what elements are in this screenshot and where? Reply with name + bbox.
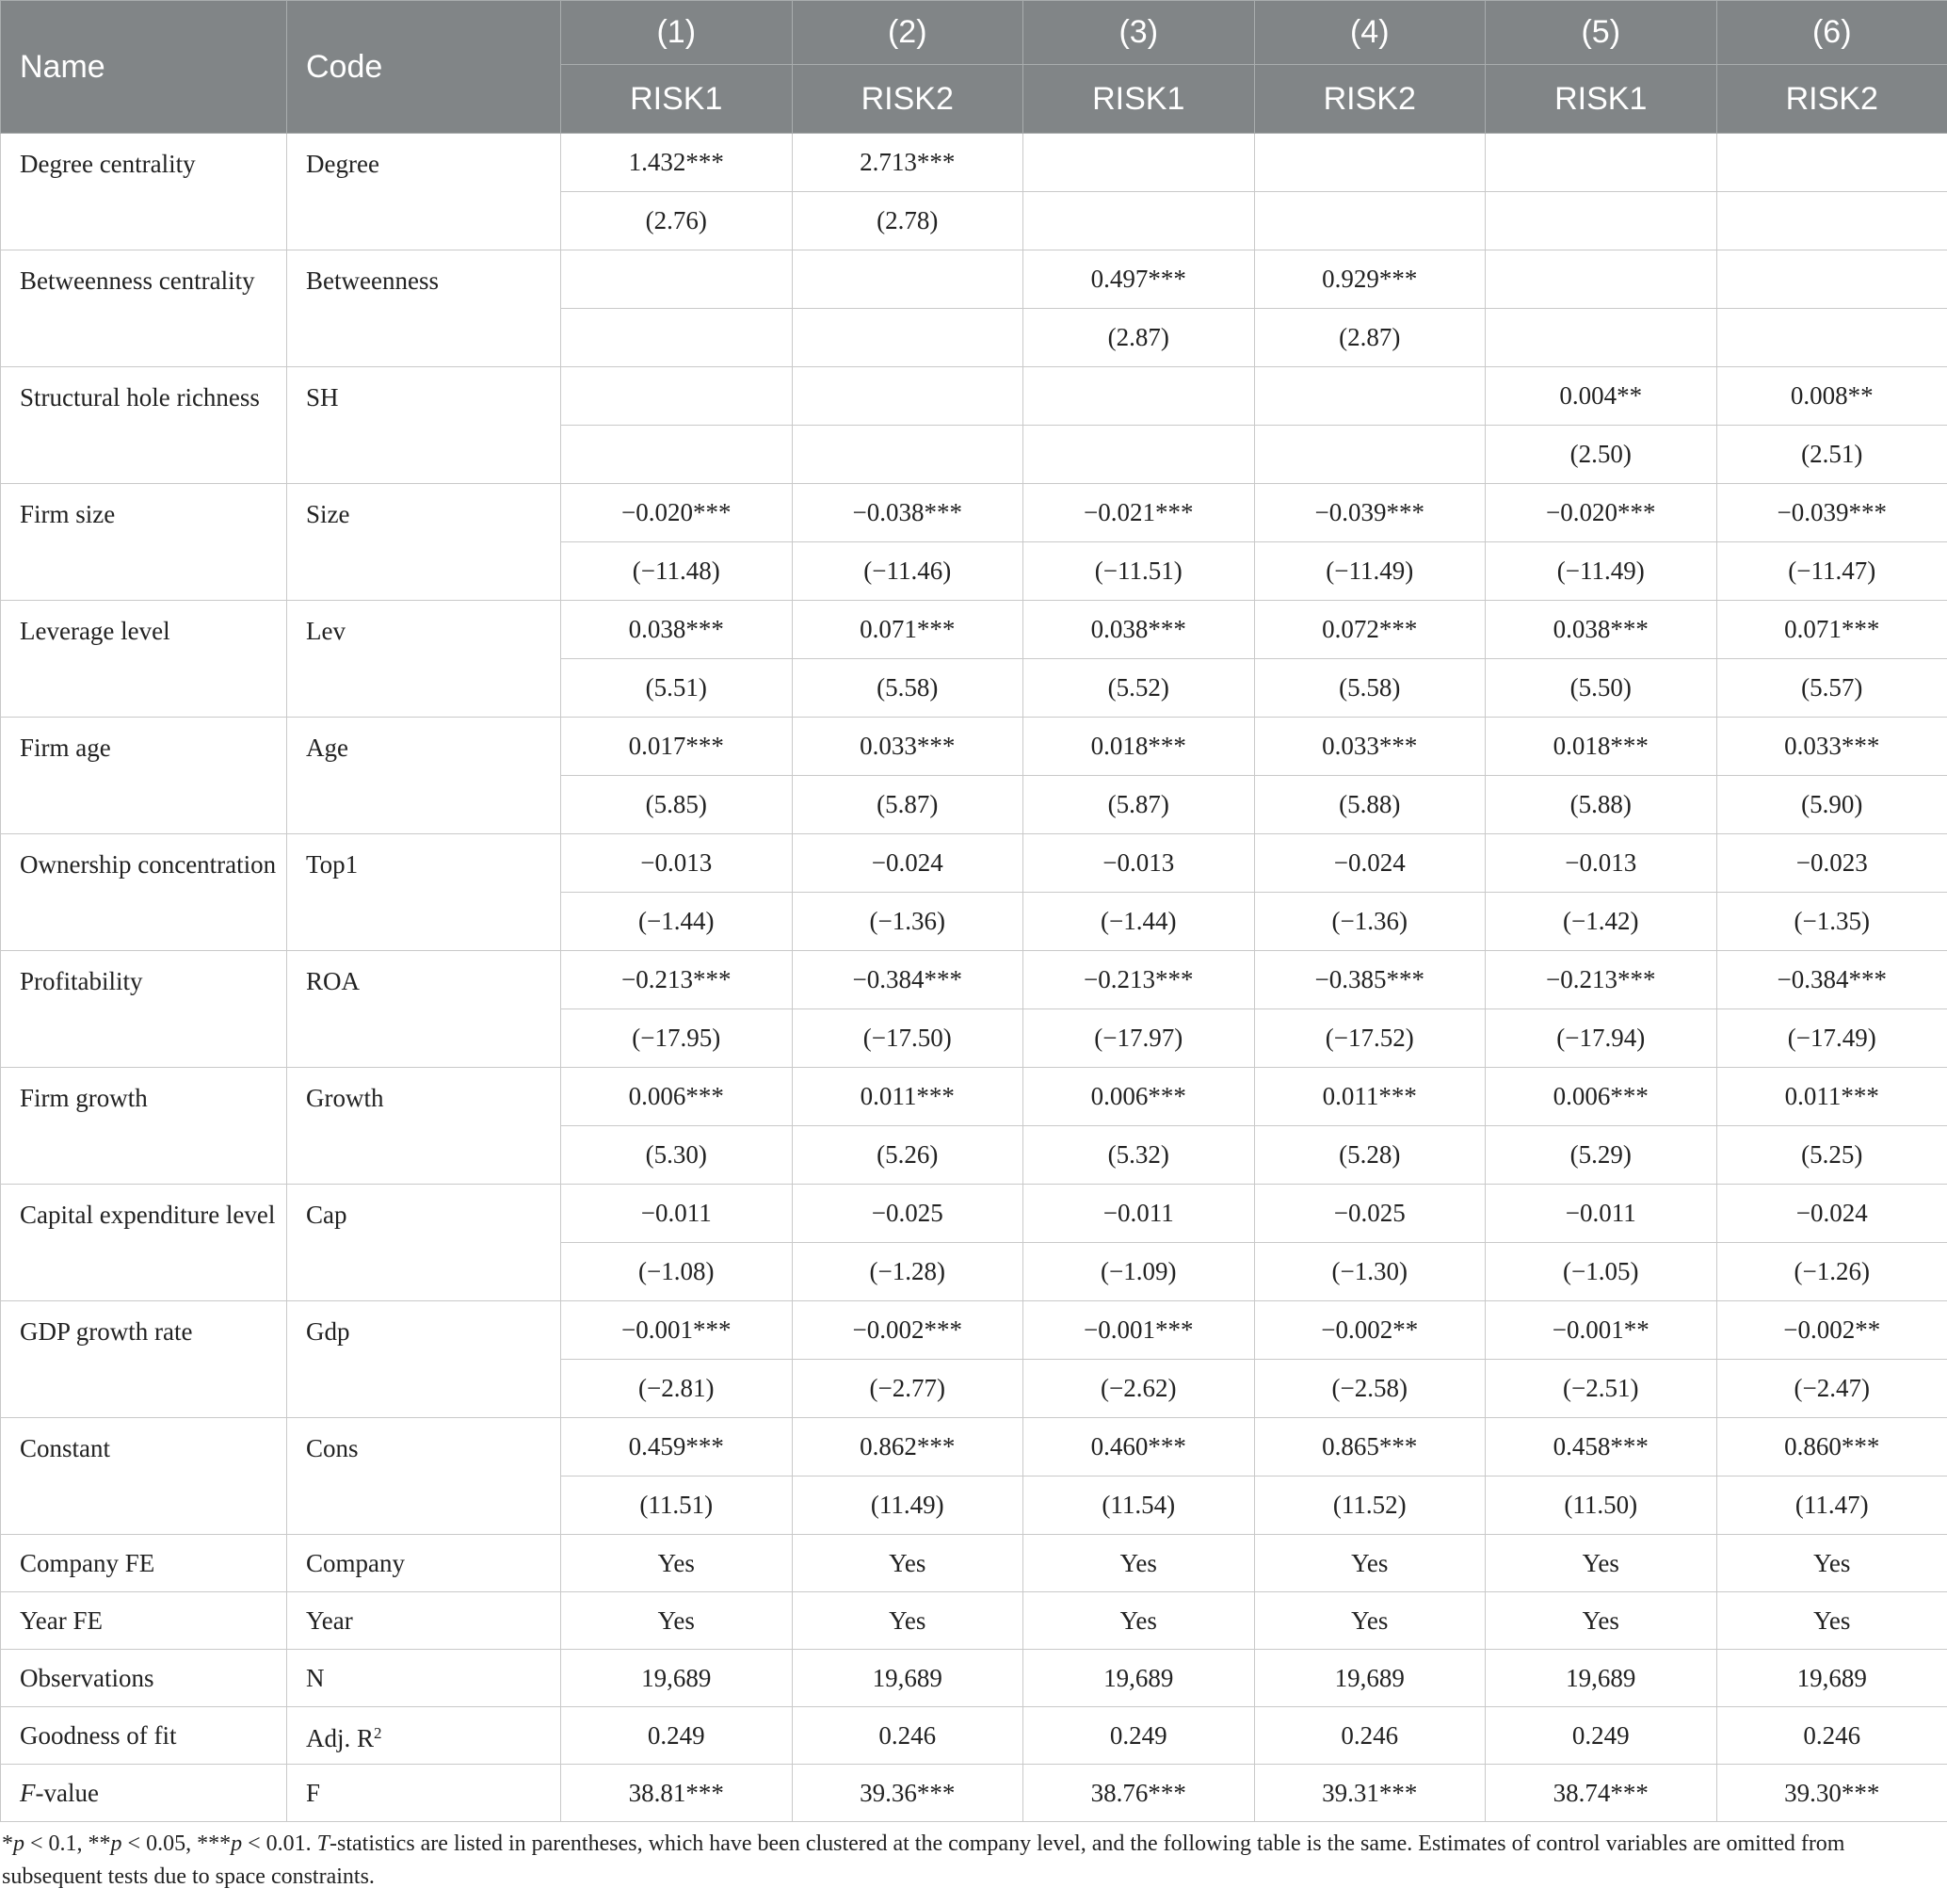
row-code-cell bbox=[287, 134, 561, 250]
header-code: Code bbox=[287, 1, 561, 134]
coefficient-cell: −0.020*** bbox=[1486, 484, 1717, 542]
coefficient-cell: 0.072*** bbox=[1254, 601, 1486, 659]
variable-name-italic: F bbox=[20, 1779, 36, 1807]
row-name-cell bbox=[1, 601, 287, 718]
coefficient-cell bbox=[561, 250, 793, 309]
variable-code: Size bbox=[306, 500, 350, 528]
summary-value-cell: 0.249 bbox=[1023, 1707, 1255, 1765]
coefficient-cell: −0.013 bbox=[1023, 834, 1255, 893]
coefficient-cell: −0.024 bbox=[792, 834, 1023, 893]
variable-name: GDP growth rate bbox=[20, 1317, 193, 1346]
t-statistic-cell: (−11.46) bbox=[792, 542, 1023, 601]
summary-value-cell: 19,689 bbox=[1716, 1650, 1947, 1707]
footnote-t3: < 0.01. bbox=[242, 1831, 317, 1856]
t-statistic-cell: (−11.47) bbox=[1716, 542, 1947, 601]
t-statistic-cell: (−11.49) bbox=[1486, 542, 1717, 601]
t-statistic-cell: (11.52) bbox=[1254, 1476, 1486, 1535]
row-code-cell bbox=[287, 1068, 561, 1185]
table-row bbox=[1, 250, 1947, 309]
t-statistic-cell: (2.51) bbox=[1716, 426, 1947, 484]
t-statistic-cell bbox=[1254, 426, 1486, 484]
table-row bbox=[1, 601, 1947, 659]
coefficient-cell: −0.213*** bbox=[1486, 951, 1717, 1009]
coefficient-cell bbox=[1023, 367, 1255, 426]
coefficient-cell: 0.860*** bbox=[1716, 1418, 1947, 1476]
row-name-cell bbox=[1, 1068, 287, 1185]
coefficient-cell bbox=[1486, 250, 1717, 309]
table-row bbox=[1, 1068, 1947, 1126]
row-code-cell bbox=[287, 834, 561, 951]
summary-value-cell: 39.30*** bbox=[1716, 1765, 1947, 1822]
coefficient-cell: 0.033*** bbox=[1254, 718, 1486, 776]
header-model: (1) bbox=[561, 1, 793, 65]
coefficient-cell: 0.006*** bbox=[1023, 1068, 1255, 1126]
t-statistic-cell bbox=[792, 426, 1023, 484]
footnote-t-ital: T bbox=[316, 1831, 330, 1856]
t-statistic-cell bbox=[792, 309, 1023, 367]
row-name-cell bbox=[1, 834, 287, 951]
summary-value-cell: 0.246 bbox=[1254, 1707, 1486, 1765]
row-code-cell bbox=[287, 367, 561, 484]
summary-value-cell: 19,689 bbox=[792, 1650, 1023, 1707]
variable-name: Year FE bbox=[20, 1606, 104, 1635]
variable-code: Betweenness bbox=[306, 266, 439, 295]
coefficient-cell: 0.008** bbox=[1716, 367, 1947, 426]
coefficient-cell bbox=[561, 367, 793, 426]
row-code-cell bbox=[287, 1535, 561, 1592]
t-statistic-cell: (5.87) bbox=[1023, 776, 1255, 834]
variable-name: Ownership concentration bbox=[20, 850, 277, 879]
coefficient-cell: −0.025 bbox=[792, 1185, 1023, 1243]
header-model: (5) bbox=[1486, 1, 1717, 65]
t-statistic-cell: (−17.52) bbox=[1254, 1009, 1486, 1068]
t-statistic-cell: (11.47) bbox=[1716, 1476, 1947, 1535]
t-statistic-cell: (5.58) bbox=[792, 659, 1023, 718]
variable-name: Betweenness centrality bbox=[20, 266, 255, 295]
summary-value-cell: Yes bbox=[792, 1535, 1023, 1592]
coefficient-cell: 0.862*** bbox=[792, 1418, 1023, 1476]
t-statistic-cell: (−1.44) bbox=[561, 893, 793, 951]
summary-value-cell: 19,689 bbox=[561, 1650, 793, 1707]
t-statistic-cell: (−1.36) bbox=[792, 893, 1023, 951]
t-statistic-cell: (2.50) bbox=[1486, 426, 1717, 484]
coefficient-cell: 0.011*** bbox=[792, 1068, 1023, 1126]
t-statistic-cell: (11.49) bbox=[792, 1476, 1023, 1535]
t-statistic-cell: (−11.49) bbox=[1254, 542, 1486, 601]
row-code-cell bbox=[287, 1765, 561, 1822]
variable-code: N bbox=[306, 1664, 325, 1692]
variable-name: Capital expenditure level bbox=[20, 1201, 276, 1229]
t-statistic-cell bbox=[1716, 192, 1947, 250]
t-statistic-cell: (5.88) bbox=[1486, 776, 1717, 834]
row-name-cell bbox=[1, 367, 287, 484]
coefficient-cell: 0.011*** bbox=[1254, 1068, 1486, 1126]
t-statistic-cell bbox=[1023, 426, 1255, 484]
summary-value-cell: 39.36*** bbox=[792, 1765, 1023, 1822]
t-statistic-cell: (5.87) bbox=[792, 776, 1023, 834]
row-code-cell bbox=[287, 1418, 561, 1535]
row-code-cell bbox=[287, 1185, 561, 1301]
footnote-sig1: * bbox=[2, 1831, 13, 1856]
row-name-cell bbox=[1, 250, 287, 367]
row-name-cell bbox=[1, 1765, 287, 1822]
coefficient-cell: 1.432*** bbox=[561, 134, 793, 192]
header-depvar: RISK1 bbox=[561, 65, 793, 134]
t-statistic-cell: (−17.94) bbox=[1486, 1009, 1717, 1068]
coefficient-cell: −0.213*** bbox=[561, 951, 793, 1009]
row-name-cell bbox=[1, 1301, 287, 1418]
variable-name: Degree centrality bbox=[20, 150, 196, 178]
coefficient-cell: 0.929*** bbox=[1254, 250, 1486, 309]
t-statistic-cell: (2.78) bbox=[792, 192, 1023, 250]
variable-name: Firm size bbox=[20, 500, 116, 528]
summary-value-cell: 0.249 bbox=[1486, 1707, 1717, 1765]
t-statistic-cell: (5.52) bbox=[1023, 659, 1255, 718]
coefficient-cell: −0.021*** bbox=[1023, 484, 1255, 542]
t-statistic-cell: (2.87) bbox=[1023, 309, 1255, 367]
row-name-cell bbox=[1, 134, 287, 250]
t-statistic-cell: (−1.36) bbox=[1254, 893, 1486, 951]
t-statistic-cell bbox=[1486, 192, 1717, 250]
header-model: (4) bbox=[1254, 1, 1486, 65]
summary-value-cell: 19,689 bbox=[1486, 1650, 1717, 1707]
footnote-t1: < 0.1, ** bbox=[24, 1831, 111, 1856]
t-statistic-cell bbox=[1023, 192, 1255, 250]
row-name-cell bbox=[1, 1535, 287, 1592]
summary-value-cell: 38.76*** bbox=[1023, 1765, 1255, 1822]
summary-value-cell: Yes bbox=[1023, 1592, 1255, 1650]
t-statistic-cell: (−17.50) bbox=[792, 1009, 1023, 1068]
t-statistic-cell: (−2.81) bbox=[561, 1360, 793, 1418]
coefficient-cell: 2.713*** bbox=[792, 134, 1023, 192]
coefficient-cell: 0.033*** bbox=[1716, 718, 1947, 776]
table-row bbox=[1, 951, 1947, 1009]
table-header bbox=[1, 1, 1947, 134]
variable-code: Top1 bbox=[306, 850, 359, 879]
coefficient-cell bbox=[792, 250, 1023, 309]
coefficient-cell: 0.018*** bbox=[1486, 718, 1717, 776]
coefficient-cell: −0.384*** bbox=[1716, 951, 1947, 1009]
coefficient-cell: −0.001*** bbox=[561, 1301, 793, 1360]
coefficient-cell: −0.001** bbox=[1486, 1301, 1717, 1360]
coefficient-cell: −0.011 bbox=[1486, 1185, 1717, 1243]
variable-name: Profitability bbox=[20, 967, 143, 995]
summary-row bbox=[1, 1650, 1947, 1707]
variable-code: F bbox=[306, 1779, 321, 1807]
summary-value-cell: 0.246 bbox=[1716, 1707, 1947, 1765]
summary-value-cell: Yes bbox=[1023, 1535, 1255, 1592]
t-statistic-cell: (−1.30) bbox=[1254, 1243, 1486, 1301]
t-statistic-cell: (5.50) bbox=[1486, 659, 1717, 718]
variable-name: Company FE bbox=[20, 1549, 155, 1577]
footnote-p3: p bbox=[231, 1831, 243, 1856]
coefficient-cell: 0.865*** bbox=[1254, 1418, 1486, 1476]
coefficient-cell: 0.011*** bbox=[1716, 1068, 1947, 1126]
coefficient-cell: −0.024 bbox=[1254, 834, 1486, 893]
t-statistic-cell: (−1.44) bbox=[1023, 893, 1255, 951]
variable-name: Leverage level bbox=[20, 617, 170, 645]
t-statistic-cell: (−17.97) bbox=[1023, 1009, 1255, 1068]
row-name-cell bbox=[1, 951, 287, 1068]
row-code-cell bbox=[287, 484, 561, 601]
row-name-cell bbox=[1, 1185, 287, 1301]
t-statistic-cell: (−1.35) bbox=[1716, 893, 1947, 951]
summary-value-cell: Yes bbox=[1716, 1535, 1947, 1592]
row-name-cell bbox=[1, 1707, 287, 1765]
coefficient-cell: −0.020*** bbox=[561, 484, 793, 542]
t-statistic-cell: (5.26) bbox=[792, 1126, 1023, 1185]
variable-name: Structural hole richness bbox=[20, 383, 260, 411]
summary-value-cell: Yes bbox=[792, 1592, 1023, 1650]
coefficient-cell: −0.002** bbox=[1254, 1301, 1486, 1360]
row-name-cell bbox=[1, 1418, 287, 1535]
variable-code: Cap bbox=[306, 1201, 347, 1229]
t-statistic-cell: (5.30) bbox=[561, 1126, 793, 1185]
coefficient-cell: 0.071*** bbox=[792, 601, 1023, 659]
header-depvar: RISK2 bbox=[792, 65, 1023, 134]
header-depvar: RISK1 bbox=[1486, 65, 1717, 134]
summary-value-cell: 38.74*** bbox=[1486, 1765, 1717, 1822]
summary-value-cell: 19,689 bbox=[1254, 1650, 1486, 1707]
footnote-rest: -statistics are listed in parentheses, which have been clustered at the company level, and the following table is the same. Estimates of control variables are omitted from subsequent tests due to space constraints. bbox=[2, 1831, 1845, 1889]
t-statistic-cell: (−2.58) bbox=[1254, 1360, 1486, 1418]
variable-code: Degree bbox=[306, 150, 379, 178]
t-statistic-cell: (−2.77) bbox=[792, 1360, 1023, 1418]
variable-name: Firm growth bbox=[20, 1084, 148, 1112]
summary-value-cell: 39.31*** bbox=[1254, 1765, 1486, 1822]
variable-code: Year bbox=[306, 1606, 353, 1635]
t-statistic-cell: (−1.42) bbox=[1486, 893, 1717, 951]
coefficient-cell: 0.497*** bbox=[1023, 250, 1255, 309]
coefficient-cell: 0.033*** bbox=[792, 718, 1023, 776]
coefficient-cell: 0.071*** bbox=[1716, 601, 1947, 659]
t-statistic-cell bbox=[1486, 309, 1717, 367]
variable-code: SH bbox=[306, 383, 339, 411]
summary-value-cell: 38.81*** bbox=[561, 1765, 793, 1822]
header-model: (2) bbox=[792, 1, 1023, 65]
superscript: 2 bbox=[374, 1723, 382, 1742]
summary-value-cell: Yes bbox=[1486, 1592, 1717, 1650]
footnote-p2: p bbox=[110, 1831, 122, 1856]
header-depvar: RISK1 bbox=[1023, 65, 1255, 134]
coefficient-cell bbox=[1716, 134, 1947, 192]
variable-code: Adj. R bbox=[306, 1723, 375, 1752]
coefficient-cell: 0.038*** bbox=[1486, 601, 1717, 659]
table-row bbox=[1, 718, 1947, 776]
t-statistic-cell: (5.90) bbox=[1716, 776, 1947, 834]
t-statistic-cell: (−17.95) bbox=[561, 1009, 793, 1068]
coefficient-cell bbox=[1254, 367, 1486, 426]
coefficient-cell: −0.011 bbox=[561, 1185, 793, 1243]
header-depvar: RISK2 bbox=[1716, 65, 1947, 134]
t-statistic-cell: (5.85) bbox=[561, 776, 793, 834]
row-code-cell bbox=[287, 1707, 561, 1765]
coefficient-cell: −0.013 bbox=[1486, 834, 1717, 893]
summary-row bbox=[1, 1535, 1947, 1592]
t-statistic-cell: (5.57) bbox=[1716, 659, 1947, 718]
coefficient-cell: −0.038*** bbox=[792, 484, 1023, 542]
table-row bbox=[1, 834, 1947, 893]
coefficient-cell: −0.011 bbox=[1023, 1185, 1255, 1243]
variable-code: Growth bbox=[306, 1084, 384, 1112]
coefficient-cell: 0.004** bbox=[1486, 367, 1717, 426]
coefficient-cell: 0.458*** bbox=[1486, 1418, 1717, 1476]
row-code-cell bbox=[287, 1592, 561, 1650]
t-statistic-cell: (−1.26) bbox=[1716, 1243, 1947, 1301]
coefficient-cell: −0.213*** bbox=[1023, 951, 1255, 1009]
summary-value-cell: Yes bbox=[1254, 1592, 1486, 1650]
t-statistic-cell: (11.51) bbox=[561, 1476, 793, 1535]
coefficient-cell: −0.013 bbox=[561, 834, 793, 893]
table-body bbox=[1, 134, 1947, 1822]
summary-value-cell: Yes bbox=[1254, 1535, 1486, 1592]
t-statistic-cell: (−1.05) bbox=[1486, 1243, 1717, 1301]
summary-row bbox=[1, 1765, 1947, 1822]
t-statistic-cell: (5.51) bbox=[561, 659, 793, 718]
t-statistic-cell bbox=[1254, 192, 1486, 250]
variable-code: ROA bbox=[306, 967, 361, 995]
variable-name: Goodness of fit bbox=[20, 1721, 177, 1750]
t-statistic-cell: (−2.51) bbox=[1486, 1360, 1717, 1418]
t-statistic-cell bbox=[561, 426, 793, 484]
coefficient-cell: 0.038*** bbox=[1023, 601, 1255, 659]
variable-code: Gdp bbox=[306, 1317, 350, 1346]
table-row bbox=[1, 484, 1947, 542]
t-statistic-cell: (5.32) bbox=[1023, 1126, 1255, 1185]
variable-code: Company bbox=[306, 1549, 405, 1577]
coefficient-cell bbox=[792, 367, 1023, 426]
row-code-cell bbox=[287, 951, 561, 1068]
variable-code: Lev bbox=[306, 617, 346, 645]
t-statistic-cell: (−2.47) bbox=[1716, 1360, 1947, 1418]
coefficient-cell: −0.023 bbox=[1716, 834, 1947, 893]
table-footnote bbox=[0, 1828, 1941, 1894]
header-model: (3) bbox=[1023, 1, 1255, 65]
coefficient-cell: −0.024 bbox=[1716, 1185, 1947, 1243]
row-name-cell bbox=[1, 484, 287, 601]
coefficient-cell: −0.001*** bbox=[1023, 1301, 1255, 1360]
coefficient-cell: −0.025 bbox=[1254, 1185, 1486, 1243]
coefficient-cell: −0.384*** bbox=[792, 951, 1023, 1009]
coefficient-cell bbox=[1486, 134, 1717, 192]
row-code-cell bbox=[287, 1301, 561, 1418]
row-name-cell bbox=[1, 1592, 287, 1650]
t-statistic-cell: (−1.28) bbox=[792, 1243, 1023, 1301]
footnote-t2: < 0.05, *** bbox=[121, 1831, 232, 1856]
table-row bbox=[1, 1301, 1947, 1360]
coefficient-cell bbox=[1716, 250, 1947, 309]
coefficient-cell: 0.018*** bbox=[1023, 718, 1255, 776]
t-statistic-cell: (−17.49) bbox=[1716, 1009, 1947, 1068]
coefficient-cell: −0.385*** bbox=[1254, 951, 1486, 1009]
t-statistic-cell: (−1.09) bbox=[1023, 1243, 1255, 1301]
summary-value-cell: Yes bbox=[1486, 1535, 1717, 1592]
row-code-cell bbox=[287, 718, 561, 834]
table-row bbox=[1, 1418, 1947, 1476]
t-statistic-cell: (−1.08) bbox=[561, 1243, 793, 1301]
t-statistic-cell: (11.50) bbox=[1486, 1476, 1717, 1535]
t-statistic-cell: (−2.62) bbox=[1023, 1360, 1255, 1418]
summary-value-cell: Yes bbox=[561, 1592, 793, 1650]
summary-value-cell: Yes bbox=[1716, 1592, 1947, 1650]
summary-row bbox=[1, 1707, 1947, 1765]
t-statistic-cell: (2.87) bbox=[1254, 309, 1486, 367]
t-statistic-cell: (11.54) bbox=[1023, 1476, 1255, 1535]
variable-name: Observations bbox=[20, 1664, 154, 1692]
header-depvar: RISK2 bbox=[1254, 65, 1486, 134]
coefficient-cell: −0.002*** bbox=[792, 1301, 1023, 1360]
variable-code: Age bbox=[306, 734, 348, 762]
summary-row bbox=[1, 1592, 1947, 1650]
t-statistic-cell: (5.88) bbox=[1254, 776, 1486, 834]
variable-name: Constant bbox=[20, 1434, 111, 1462]
t-statistic-cell: (5.58) bbox=[1254, 659, 1486, 718]
header-name: Name bbox=[1, 1, 287, 134]
t-statistic-cell bbox=[1716, 309, 1947, 367]
row-code-cell bbox=[287, 1650, 561, 1707]
table-row bbox=[1, 367, 1947, 426]
coefficient-cell: −0.039*** bbox=[1254, 484, 1486, 542]
coefficient-cell: 0.006*** bbox=[561, 1068, 793, 1126]
variable-name: -value bbox=[35, 1779, 99, 1807]
row-code-cell bbox=[287, 601, 561, 718]
summary-value-cell: 0.249 bbox=[561, 1707, 793, 1765]
t-statistic-cell bbox=[561, 309, 793, 367]
coefficient-cell bbox=[1023, 134, 1255, 192]
footnote-p1: p bbox=[13, 1831, 24, 1856]
coefficient-cell: −0.002** bbox=[1716, 1301, 1947, 1360]
variable-name: Firm age bbox=[20, 734, 111, 762]
t-statistic-cell: (5.28) bbox=[1254, 1126, 1486, 1185]
coefficient-cell: 0.459*** bbox=[561, 1418, 793, 1476]
variable-code: Cons bbox=[306, 1434, 359, 1462]
summary-value-cell: Yes bbox=[561, 1535, 793, 1592]
table-row bbox=[1, 1185, 1947, 1243]
summary-value-cell: 0.246 bbox=[792, 1707, 1023, 1765]
t-statistic-cell: (5.29) bbox=[1486, 1126, 1717, 1185]
coefficient-cell: 0.038*** bbox=[561, 601, 793, 659]
row-name-cell bbox=[1, 718, 287, 834]
coefficient-cell: 0.006*** bbox=[1486, 1068, 1717, 1126]
t-statistic-cell: (5.25) bbox=[1716, 1126, 1947, 1185]
coefficient-cell: −0.039*** bbox=[1716, 484, 1947, 542]
coefficient-cell: 0.460*** bbox=[1023, 1418, 1255, 1476]
table-row bbox=[1, 134, 1947, 192]
coefficient-cell bbox=[1254, 134, 1486, 192]
header-model: (6) bbox=[1716, 1, 1947, 65]
summary-value-cell: 19,689 bbox=[1023, 1650, 1255, 1707]
t-statistic-cell: (2.76) bbox=[561, 192, 793, 250]
t-statistic-cell: (−11.48) bbox=[561, 542, 793, 601]
coefficient-cell: 0.017*** bbox=[561, 718, 793, 776]
t-statistic-cell: (−11.51) bbox=[1023, 542, 1255, 601]
row-name-cell bbox=[1, 1650, 287, 1707]
row-code-cell bbox=[287, 250, 561, 367]
